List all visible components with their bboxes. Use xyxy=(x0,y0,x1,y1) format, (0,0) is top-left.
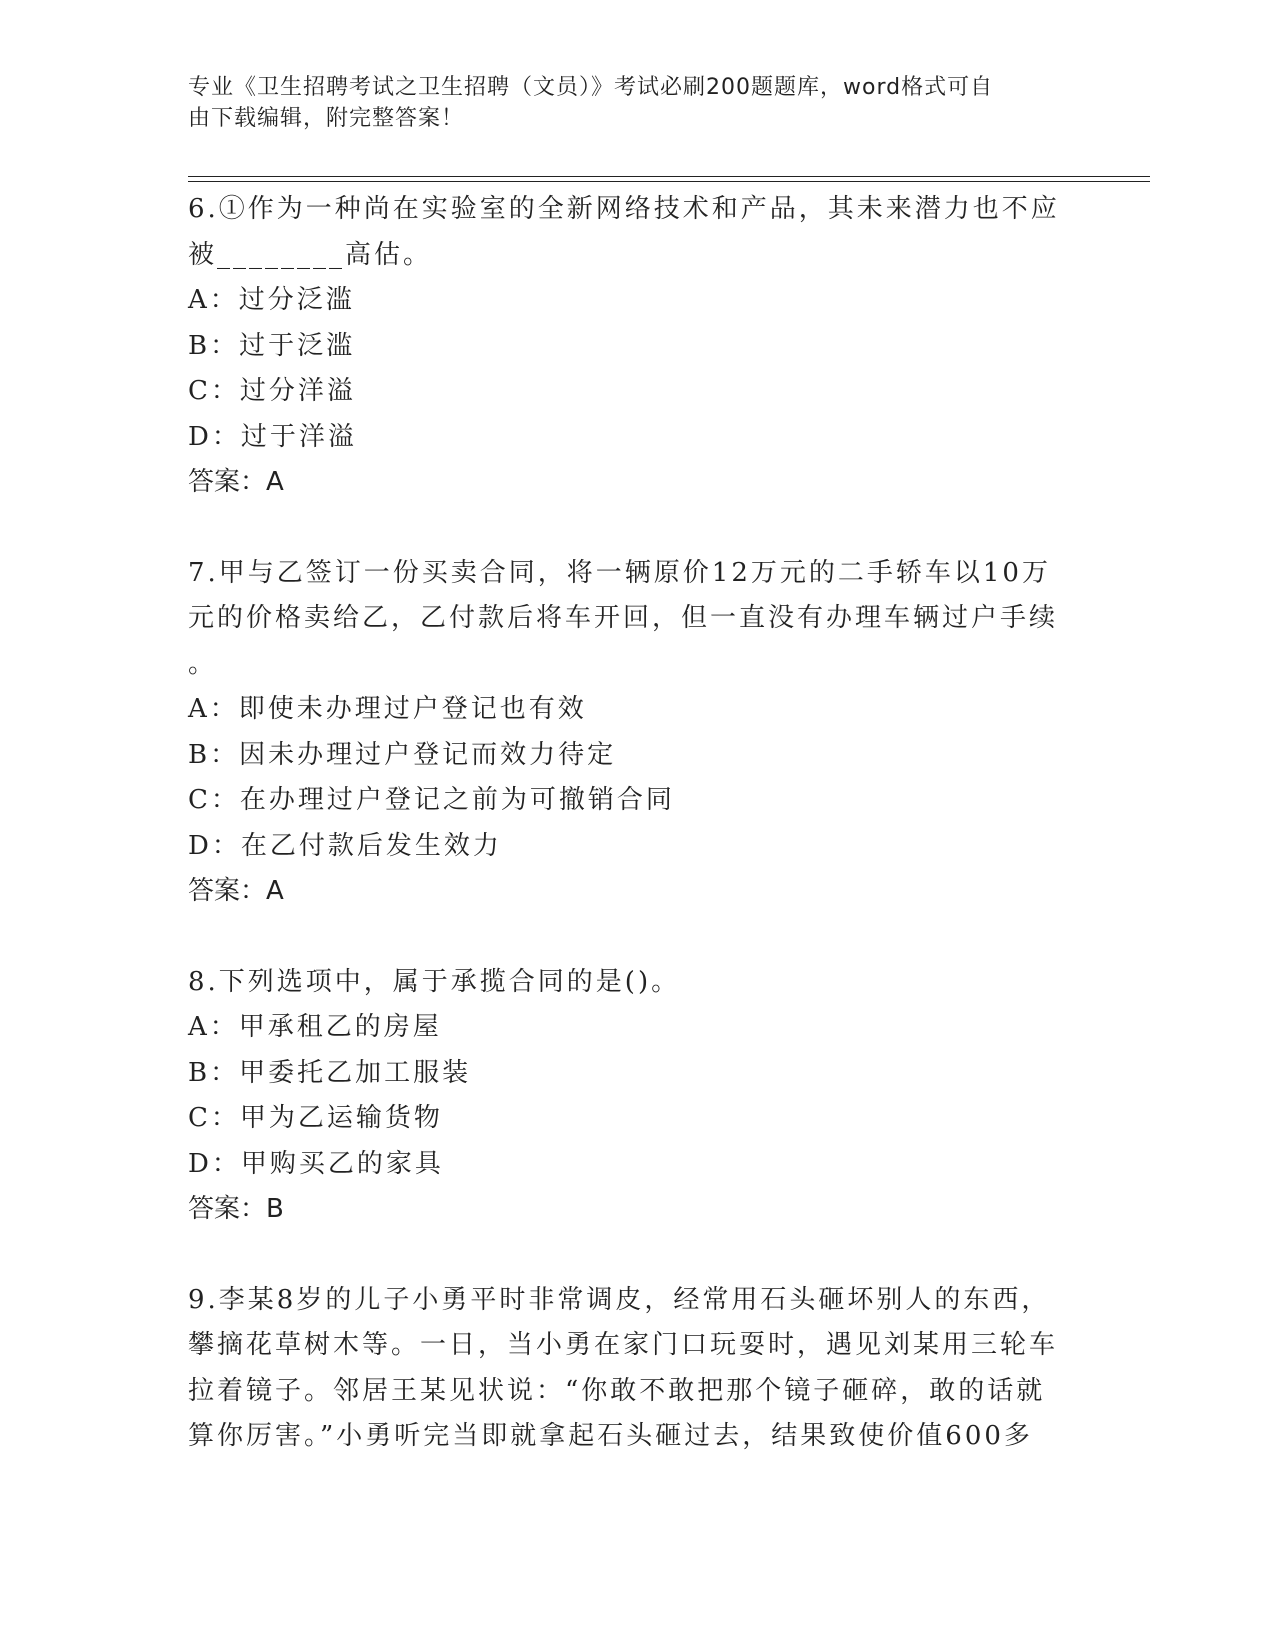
question-stem-line: 6.①作为一种尚在实验室的全新网络技术和产品，其未来潜力也不应 xyxy=(188,194,1060,224)
option-b xyxy=(188,324,1068,370)
option-key: D： xyxy=(188,1148,241,1179)
question-stem-line: 9.李某8岁的儿子小勇平时非常调皮，经常用石头砸坏别人的东西， xyxy=(188,1284,1051,1315)
option-b xyxy=(188,733,1068,779)
option-text: 在乙付款后发生效力 xyxy=(240,830,502,861)
option-key: D： xyxy=(188,830,241,861)
option-text: 甲承租乙的房屋 xyxy=(238,1012,442,1042)
option-key: C： xyxy=(188,785,240,815)
question-stem-line: 攀摘花草树木等。一日，当小勇在家门口玩耍时，遇见刘某用三轮车 xyxy=(188,1330,1059,1360)
option-text: 过于泛滥 xyxy=(239,330,356,361)
option-key: A： xyxy=(188,1012,239,1042)
question-stem-line: 8.下列选项中，属于承揽合同的是()。 xyxy=(188,966,681,997)
option-text: 在办理过户登记之前为可撤销合同 xyxy=(239,785,675,815)
option-key: C： xyxy=(188,376,240,406)
question-stem-line: 拉着镜子。邻居王某见状说：“你敢不敢把那个镜子砸碎，敢的话就 xyxy=(188,1375,1046,1406)
option-text: 甲购买乙的家具 xyxy=(240,1148,444,1179)
option-text: 甲委托乙加工服装 xyxy=(239,1057,472,1088)
option-b xyxy=(188,1051,1068,1097)
option-key: B： xyxy=(188,739,240,770)
answer-line: 答案：A xyxy=(188,876,284,906)
option-key: A： xyxy=(188,694,239,724)
option-a xyxy=(188,687,1068,733)
option-text: 甲为乙运输货物 xyxy=(239,1103,443,1133)
option-text: 过分泛滥 xyxy=(238,285,355,315)
option-text: 因未办理过户登记而效力待定 xyxy=(239,739,617,770)
option-key: C： xyxy=(188,1103,240,1133)
question-stem-line: 算你厉害。”小勇听完当即就拿起石头砸过去，结果致使价值600多 xyxy=(188,1421,1033,1451)
answer-line: 答案：B xyxy=(188,1194,284,1224)
question-7 xyxy=(188,551,1068,915)
question-stem-line: 7.甲与乙签订一份买卖合同，将一辆原价12万元的二手轿车以10万 xyxy=(188,557,1051,588)
question-stem-line: 元的价格卖给乙，乙付款后将车开回，但一直没有办理车辆过户手续 xyxy=(188,603,1059,633)
option-c xyxy=(188,778,1068,824)
header-divider-top xyxy=(188,176,1150,177)
option-d xyxy=(188,415,1068,461)
header-line-1: 专业《卫生招聘考试之卫生招聘（文员）》考试必刷200题题库，word格式可自 xyxy=(188,75,994,100)
option-key: B： xyxy=(188,330,240,361)
option-key: D： xyxy=(188,421,241,452)
question-stem-line: 。 xyxy=(188,648,218,679)
option-a xyxy=(188,278,1068,324)
header-divider-bottom xyxy=(188,181,1150,182)
option-a xyxy=(188,1005,1068,1051)
question-list xyxy=(188,187,1068,1505)
option-d xyxy=(188,824,1068,870)
option-text: 即使未办理过户登记也有效 xyxy=(238,694,587,724)
question-6 xyxy=(188,187,1068,506)
question-stem-line: 被________高估。 xyxy=(188,239,433,270)
option-key: B： xyxy=(188,1057,240,1088)
option-text: 过于洋溢 xyxy=(240,421,357,452)
question-9 xyxy=(188,1278,1068,1460)
answer-line: 答案：A xyxy=(188,467,284,497)
option-text: 过分洋溢 xyxy=(239,376,356,406)
option-c xyxy=(188,1096,1068,1142)
option-c xyxy=(188,369,1068,415)
header-line-2: 由下载编辑，附完整答案！ xyxy=(188,106,465,131)
question-8 xyxy=(188,960,1068,1233)
option-key: A： xyxy=(188,285,239,315)
option-d xyxy=(188,1142,1068,1188)
document-header xyxy=(188,72,1058,134)
